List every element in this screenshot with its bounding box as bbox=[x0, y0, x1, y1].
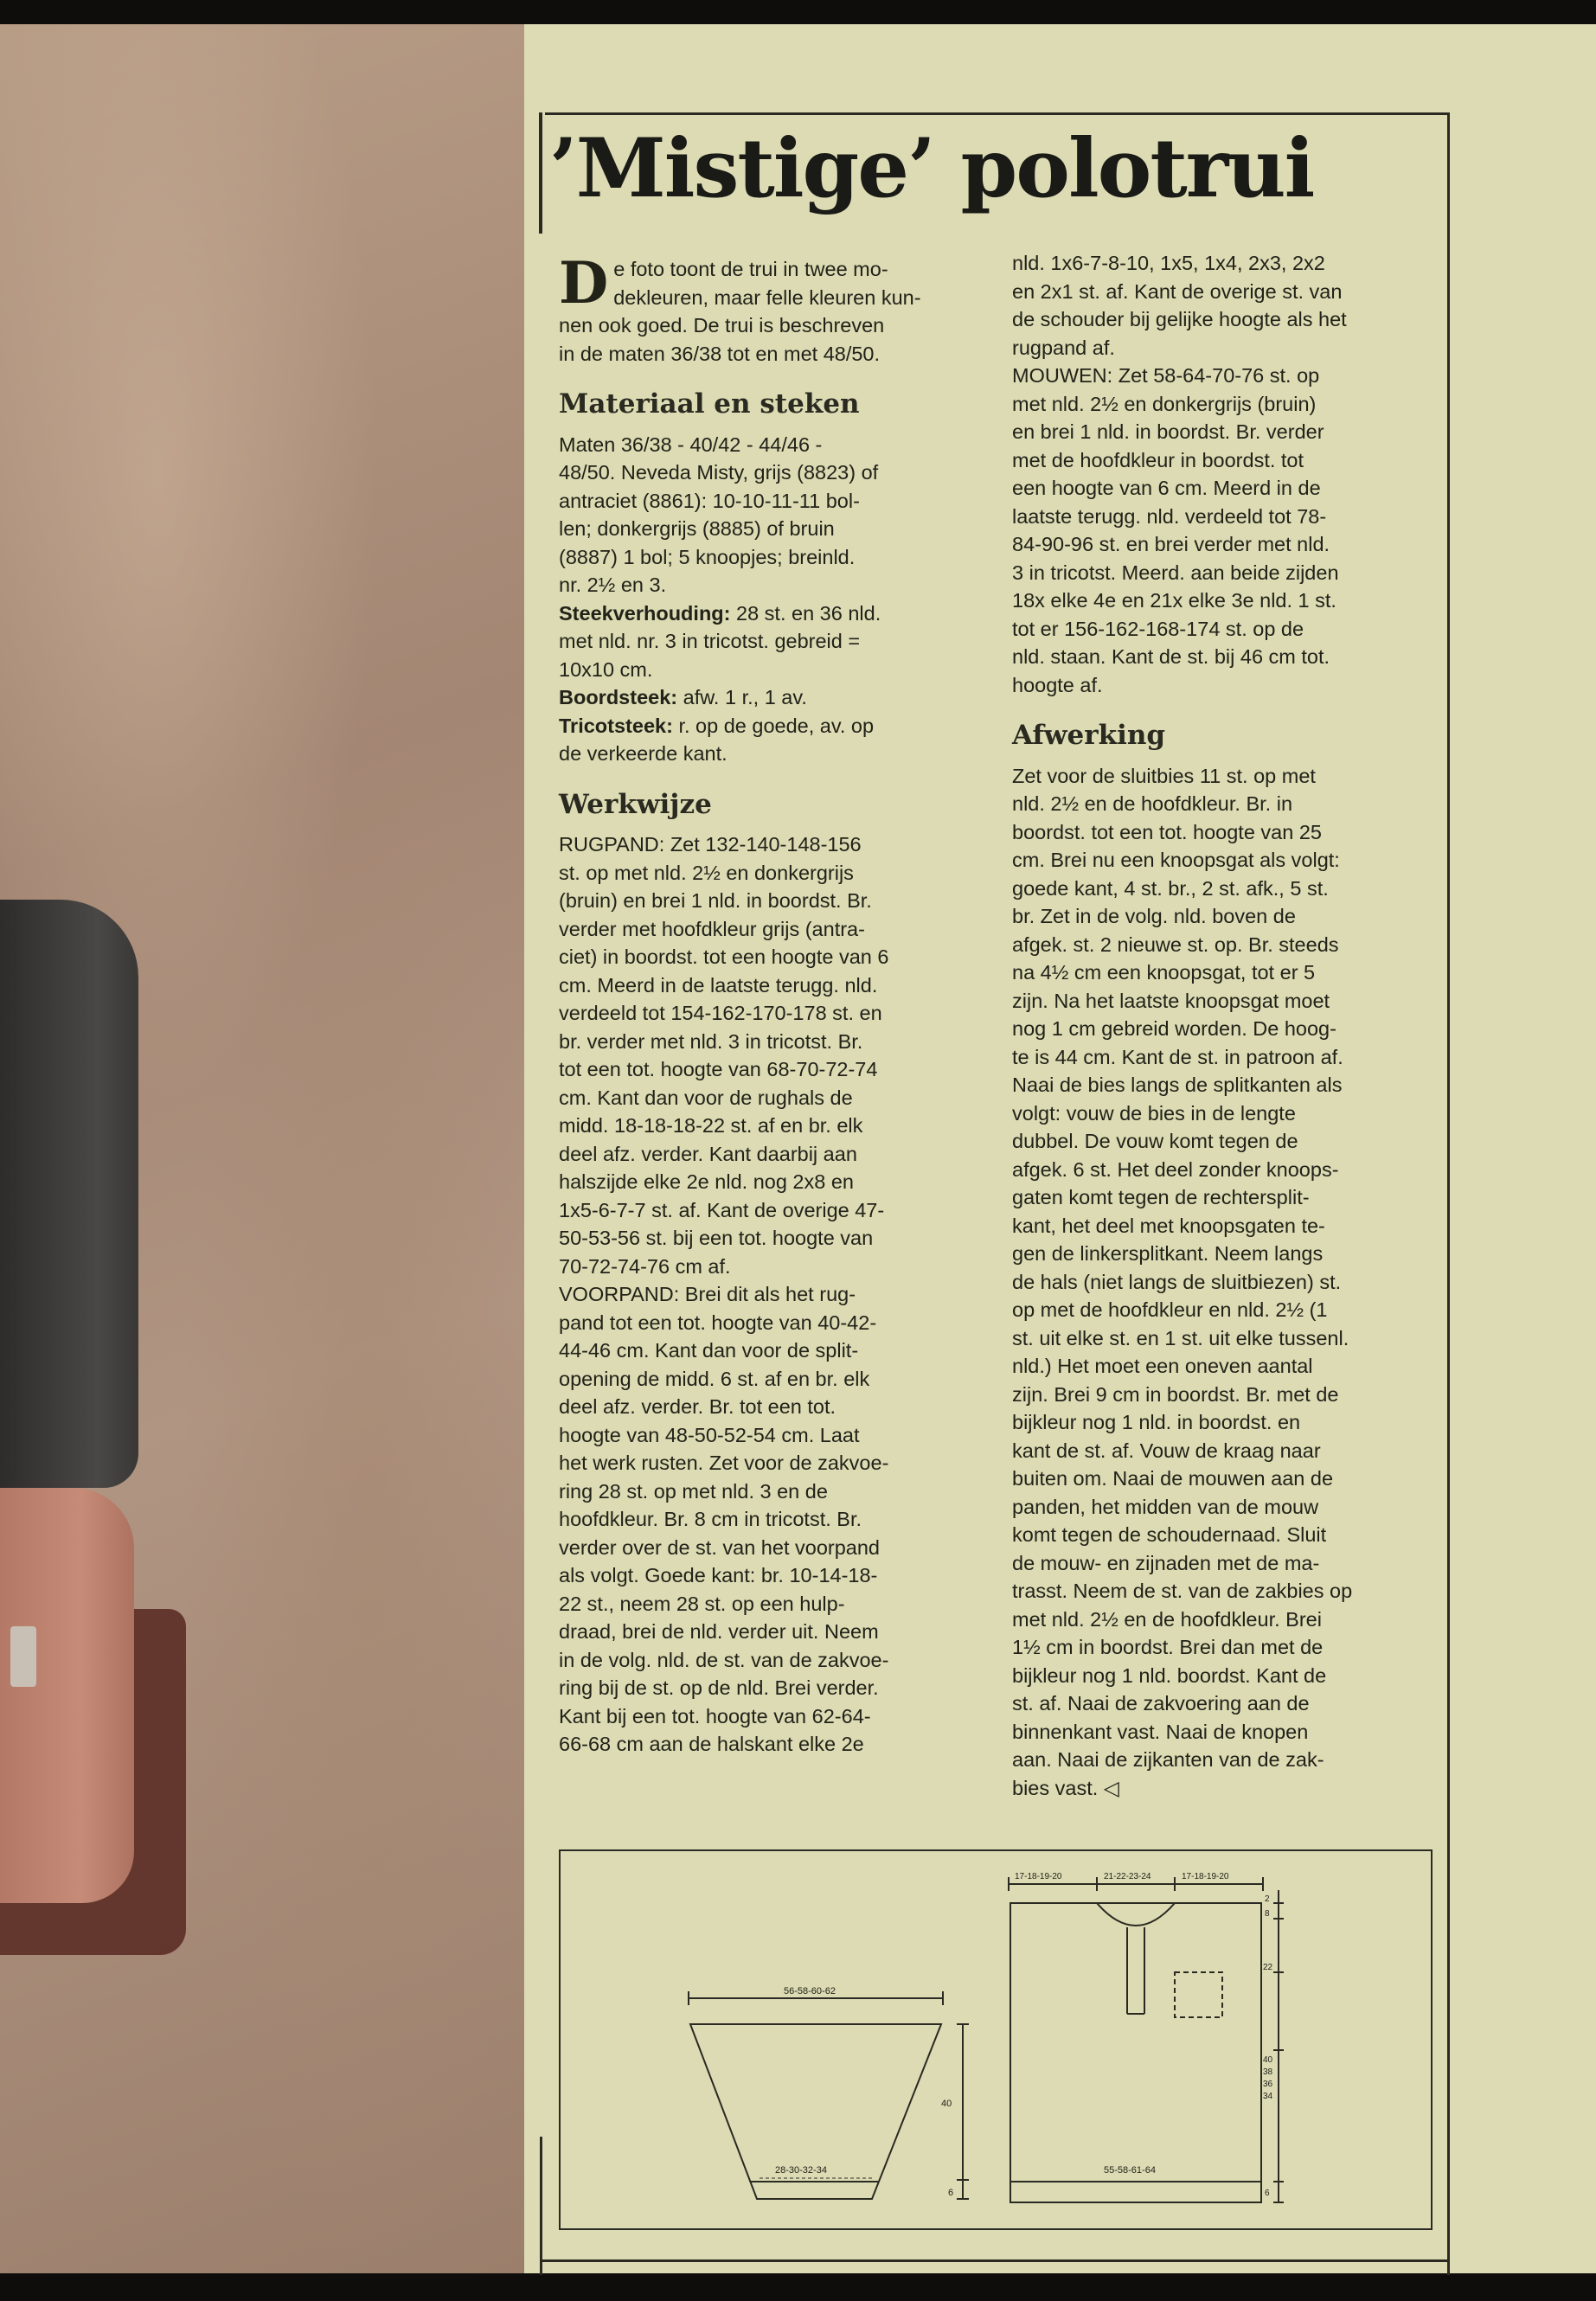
sleeve-top-width-label: 56-58-60-62 bbox=[784, 1986, 836, 1997]
dim-r8: 6 bbox=[1265, 2189, 1270, 2198]
materiaal-heading: Materiaal en steken bbox=[559, 388, 860, 420]
dim-r2: 8 bbox=[1265, 1909, 1270, 1919]
hand bbox=[0, 1488, 134, 1903]
tricotsteek-text: r. op de goede, av. op de verkeerde kant. bbox=[559, 714, 875, 765]
afwerking-heading: Afwerking bbox=[1012, 720, 1166, 751]
body-bottom-width-label: 55-58-61-64 bbox=[1104, 2165, 1156, 2176]
schematic-drawing bbox=[561, 1851, 1431, 2228]
column-left bbox=[559, 249, 957, 1759]
steekverhouding-text: 28 st. en 36 nld. met nld. nr. 3 in tricotst. gebreid = 10x10 cm. bbox=[559, 601, 881, 681]
werkwijze-text: RUGPAND: Zet 132-140-148-156 st. op met nld. 2½ en donkergrijs (bruin) en brei 1 nld. in boordst. Br. verder met hoofdkleur grijs (antra- ciet) in boordst. tot een hoogte van 6 cm. Meerd in de laatste terugg. nld. verdeeld tot 154-162-170-178 st. en br. verder met nld. 3 in tricotst. Br. tot een tot. hoogte van 68-70-72-74 cm. Kant dan voor de rughals de midd. 18-18-18-22 st. af en br. elk deel afz. verder. Kant daarbij aan halszijde elke 2e nld. nog 2x8 en 1x5-6-7-7 st. af. Kant de overige 47- 50-53-56 st. bij een tot. hoogte van 70-72-74-76 cm af. VOORPAND: Brei dit als het rug- pand tot een tot. hoogte van 40-42- 44-46 cm. Kant dan voor de split- opening de midd. 6 st. af en br. elk deel afz. verder. Br. tot een tot. hoogte van 48-50-52-54 cm. Laat het werk rusten. Zet voor de zakvoe- ring 28 st. op met nld. 3 en de hoofdkleur. Br. 8 cm in tricotst. Br. verder over de st. van het voorpand als volgt. Goede kant: br. 10-14-18- 22 st., neem 28 st. op een hulp- draad, brei de nld. verder uit. Neem in de volg. nld. de st. van de zakvoe- ring bij de st. op de nld. Brei verder. Kant bij een tot. hoogte van 62-64- 66-68 cm aan de halskant elke 2e bbox=[559, 833, 889, 1755]
boordsteek-text: afw. 1 r., 1 av. bbox=[677, 686, 807, 708]
materiaal-text: Maten 36/38 - 40/42 - 44/46 - 48/50. Neveda Misty, grijs (8823) of antraciet (8861): 10-10-11-11 bol- len; donkergrijs (8885) of bruin (8887) 1 bol; 5 knoopjes; breinld. nr. 2½ en 3. bbox=[559, 433, 879, 596]
frame-rule-right bbox=[1447, 112, 1450, 2275]
shoulder-right-label: 17-18-19-20 bbox=[1182, 1872, 1229, 1881]
werkwijze-heading: Werkwijze bbox=[559, 788, 712, 820]
intro-text: e foto toont de trui in twee mo- dekleuren, maar felle kleuren kun- nen ook goed. De trui is beschreven in de maten 36/38 tot en met 48/50. bbox=[559, 258, 921, 365]
tricotsteek bbox=[559, 712, 957, 768]
page-title: ’Mistige’ polotrui bbox=[549, 121, 1314, 216]
sleeve-height-label: 40 bbox=[941, 2099, 952, 2109]
frame-rule-top bbox=[545, 112, 1450, 115]
sweater-sleeve bbox=[0, 900, 138, 1488]
dim-r6: 36 bbox=[1263, 2080, 1273, 2089]
drop-cap: D bbox=[559, 249, 609, 317]
bag-clasp bbox=[10, 1626, 36, 1687]
steekverhouding bbox=[559, 599, 957, 684]
dim-r5: 38 bbox=[1263, 2067, 1273, 2077]
boordsteek-label: Boordsteek: bbox=[559, 686, 678, 708]
sleeve-bottom-width-label: 28-30-32-34 bbox=[775, 2165, 827, 2176]
shoulder-left-label: 17-18-19-20 bbox=[1015, 1872, 1062, 1881]
body-shape bbox=[1010, 1903, 1261, 2202]
intro-paragraph bbox=[559, 249, 957, 368]
steekverhouding-label: Steekverhouding: bbox=[559, 601, 731, 625]
dim-r1: 2 bbox=[1265, 1894, 1270, 1904]
dim-r3: 22 bbox=[1263, 1963, 1273, 1972]
frame-rule-left bbox=[540, 2137, 542, 2275]
tricotsteek-label: Tricotsteek: bbox=[559, 714, 673, 737]
dim-r7: 34 bbox=[1263, 2092, 1273, 2101]
boordsteek bbox=[559, 683, 957, 712]
afwerking-text: Zet voor de sluitbies 11 st. op met nld. 2½ en de hoofdkleur. Br. in boordst. tot een tot. hoogte van 25 cm. Brei nu een knoopsgat als volgt: goede kant, 4 st. br., 2 st. afk., 5 st. br. Zet in de volg. nld. boven de afgek. st. 2 nieuwe st. op. Br. steeds na 4½ cm een knoopsgat, tot er 5 zijn. Na het laatste knoopsgat moet nog 1 cm gebreid worden. De hoog- te is 44 cm. Kant de st. in patroon af. Naai de bies langs de splitkanten als volgt: vouw de bies in de lengte dubbel. De vouw komt tegen de afgek. 6 st. Het deel zonder knoops- gaten komt tegen de rechtersplit- kant, het deel met knoopsgaten te- gen de linkersplitkant. Neem langs de hals (niet langs de sluitbiezen) st. op met de hoofdkleur en nld. 2½ (1 st. uit elke st. en 1 st. uit elke tussenl. nld.) Het moet een oneven aantal zijn. Brei 9 cm in boordst. Br. met de bijkleur nog 1 nld. in boordst. en kant de st. af. Vouw de kraag naar buiten om. Naai de mouwen aan de panden, het midden van de mouw komt tegen de schoudernaad. Sluit de mouw- en zijnaden met de ma- trasst. Neem de st. van de zakbies op met nld. 2½ en de hoofdkleur. Brei 1½ cm in boordst. Brei dan met de bijkleur nog 1 nld. boordst. Kant de st. af. Naai de zakvoering aan de binnenkant vast. Naai de knopen aan. Naai de zijkanten van de zak- bies vast. ◁ bbox=[1012, 764, 1353, 1799]
neck-label: 21-22-23-24 bbox=[1104, 1872, 1151, 1881]
dim-r4: 40 bbox=[1263, 2055, 1273, 2065]
continued-text: nld. 1x6-7-8-10, 1x5, 1x4, 2x3, 2x2 en 2x1 st. af. Kant de overige st. van de schouder bij gelijke hoogte als het rugpand af. MOUWEN: Zet 58-64-70-76 st. op met nld. 2½ en donkergrijs (bruin) en brei 1 nld. in boordst. Br. verder met de hoofdkleur in boordst. tot een hoogte van 6 cm. Meerd in de laatste terugg. nld. verdeeld tot 78- 84-90-96 st. en brei verder met nld. 3 in tricotst. Meerd. aan beide zijden 18x elke 4e en 21x elke 3e nld. 1 st. tot er 156-162-168-174 st. op de nld. staan. Kant de st. bij 46 cm tot. hoogte af. bbox=[1012, 252, 1347, 696]
schematic-box bbox=[559, 1849, 1433, 2230]
column-right bbox=[1012, 249, 1419, 1802]
neckline bbox=[1097, 1903, 1175, 1926]
frame-rule-bottom bbox=[540, 2259, 1450, 2262]
pocket-outline bbox=[1175, 1972, 1222, 2017]
sleeve-cuff-label: 6 bbox=[948, 2188, 954, 2198]
title-rule bbox=[539, 112, 542, 234]
